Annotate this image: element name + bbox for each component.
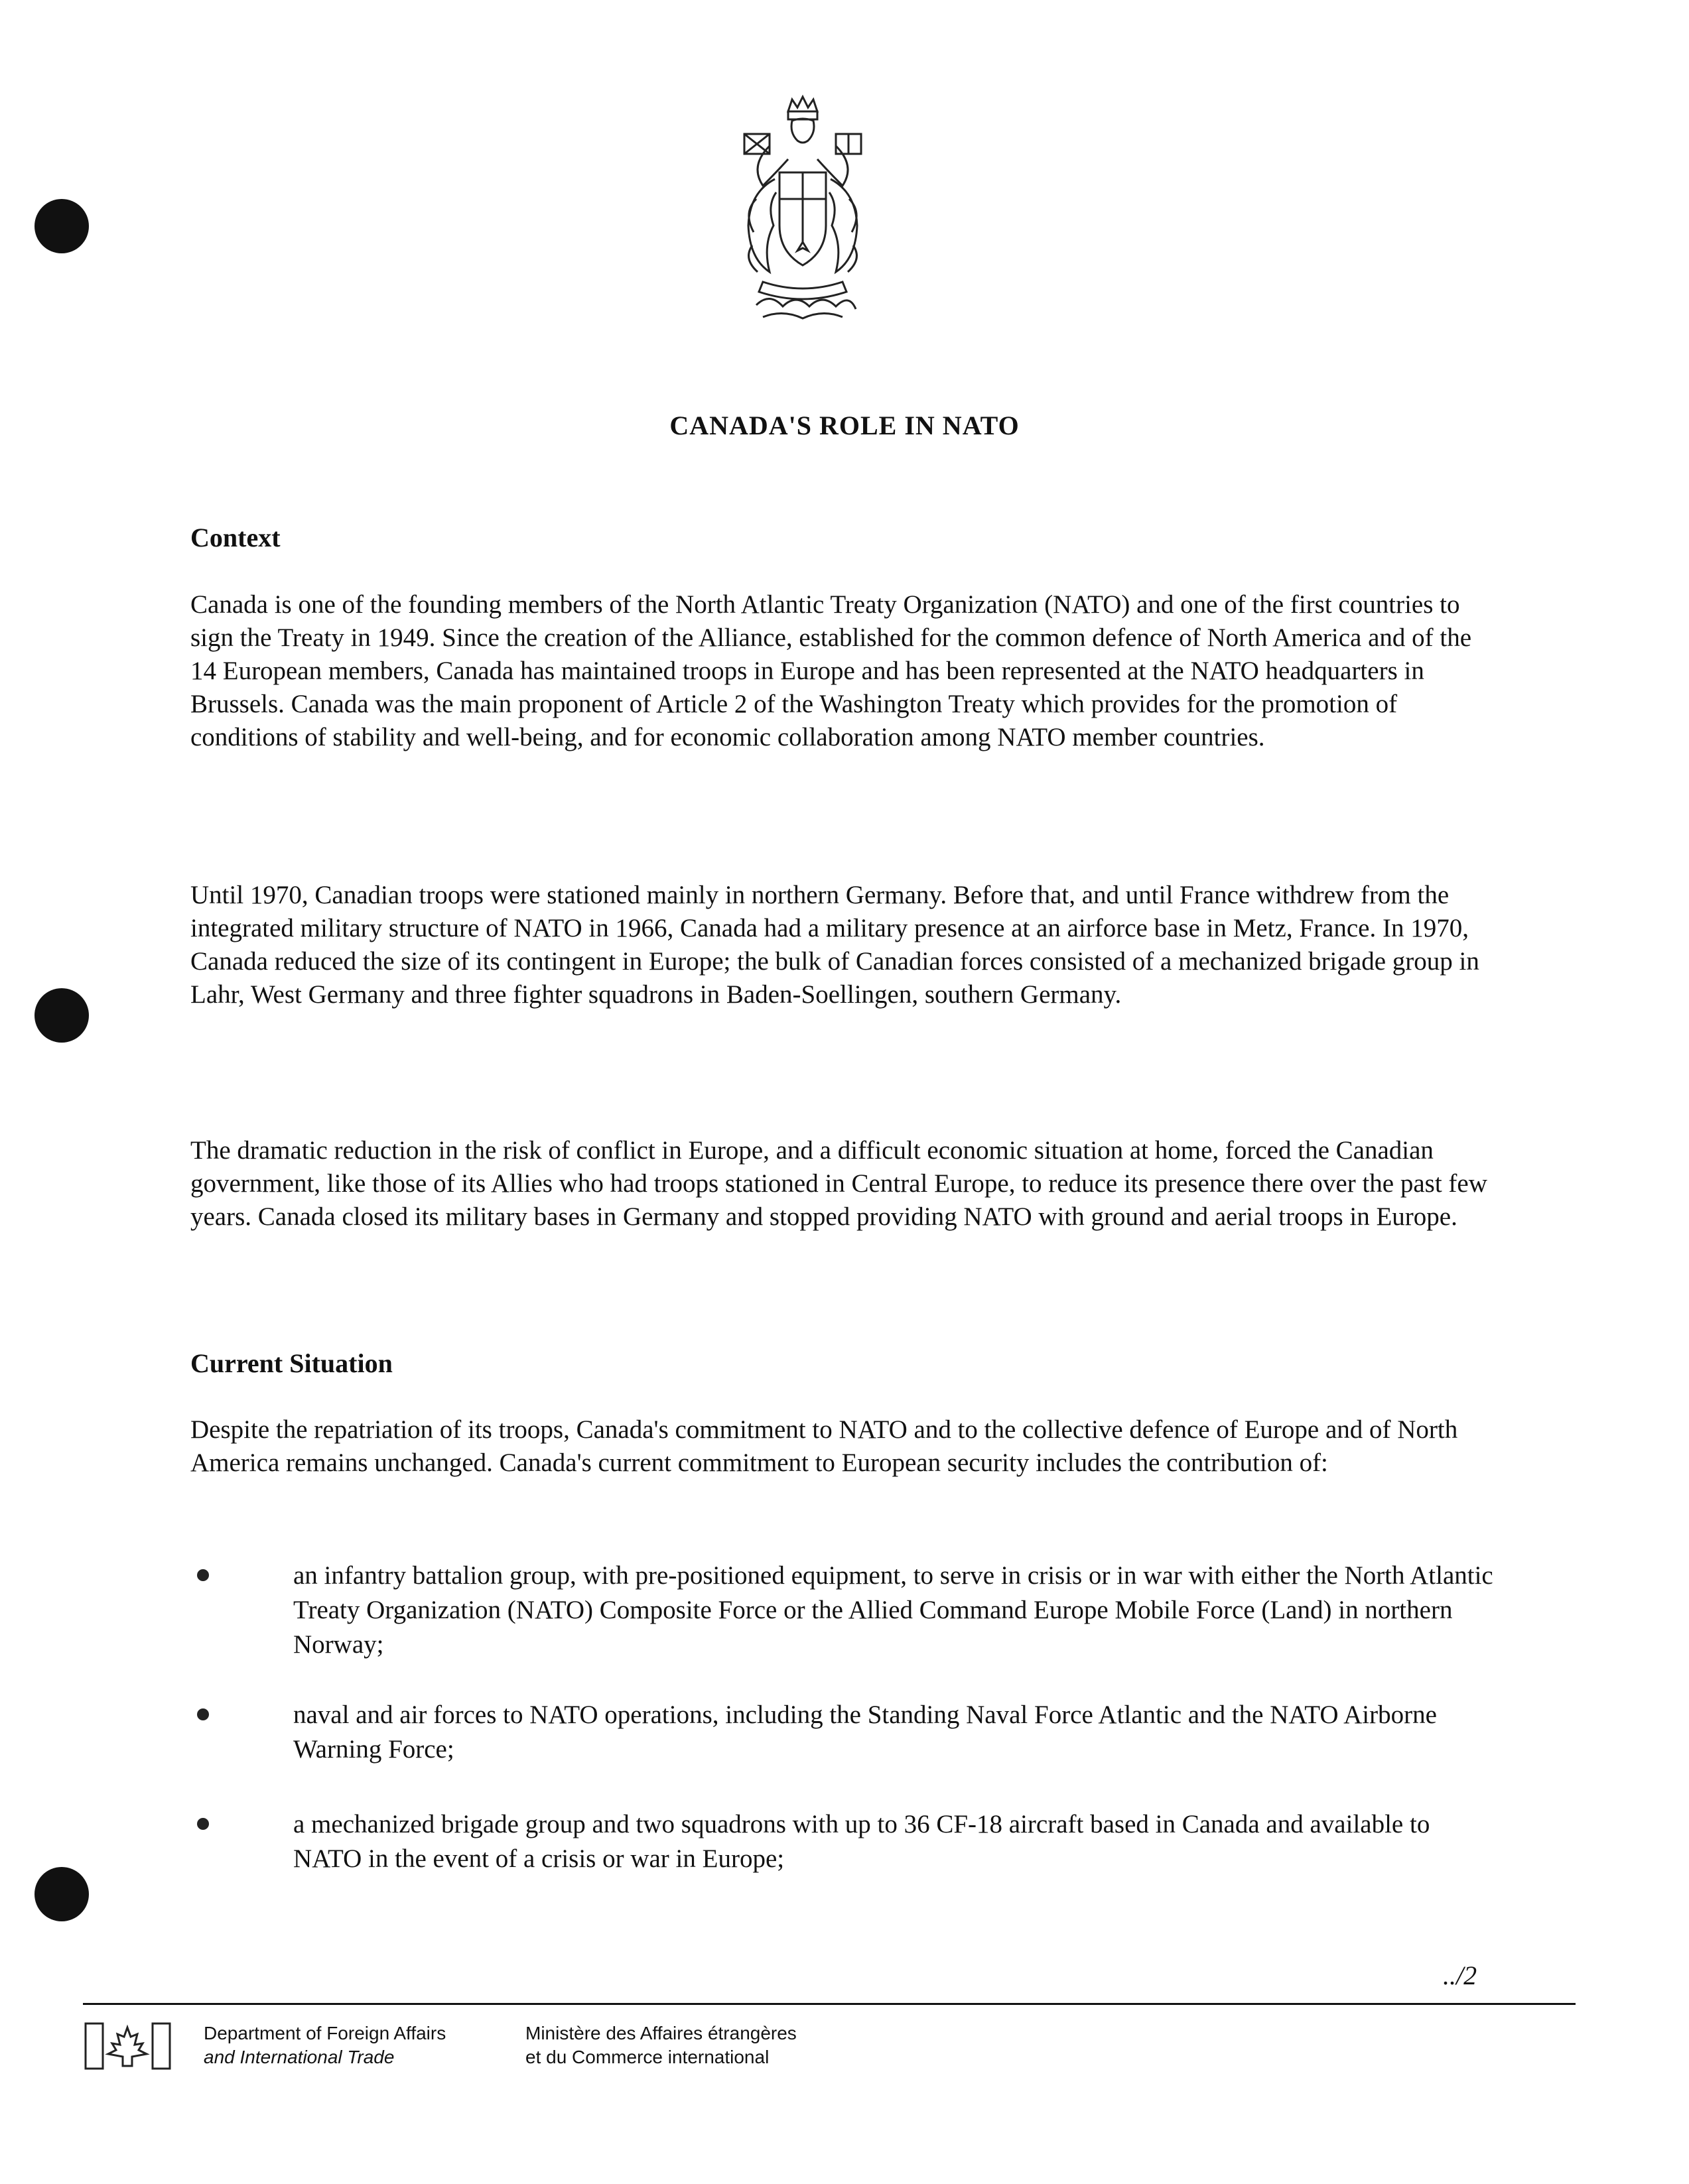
bullet-icon (197, 1569, 209, 1581)
bullet-text: a mechanized brigade group and two squadrons with up to 36 CF-18 aircraft based in Canada and available to NATO in the event of a crisis or war in Europe; (293, 1810, 1430, 1873)
canada-flag-logo-icon (83, 2020, 172, 2073)
hole-punch-middle (34, 988, 89, 1043)
bullet-item-naval-air (190, 1698, 1497, 1767)
bullet-icon (197, 1708, 209, 1720)
bullet-text: naval and air forces to NATO operations, including the Standing Naval Force Atlantic and the NATO Airborne Warning Force; (293, 1701, 1437, 1764)
bullet-item-infantry (190, 1559, 1497, 1662)
footer-en-line-2: and International Trade (204, 2047, 395, 2067)
hole-punch-bottom (34, 1867, 89, 1921)
footer-fr-line-1: Ministère des Affaires étrangères (525, 2023, 797, 2043)
current-situation-paragraph: Despite the repatriation of its troops, Canada's commitment to NATO and to the collective defence of Europe and of North America remains unchanged. Canada's current commitment to European security includes the contribution of: (190, 1415, 1458, 1477)
continued-page-marker: ../2 (1443, 1960, 1477, 1990)
context-paragraph-2: Until 1970, Canadian troops were stationed mainly in northern Germany. Before that, and until France withdrew from the integrated military structure of NATO in 1966, Canada had a military presence at an airforce base in Metz, France. In 1970, Canada reduced the size of its contingent in Europe; the bulk of Canadian forces consisted of a mechanized brigade group in Lahr, West Germany and three fighter squadrons in Baden-Soellingen, southern Germany. (190, 881, 1479, 1009)
coat-of-arms-icon (723, 93, 882, 332)
bullet-text: an infantry battalion group, with pre-positioned equipment, to serve in crisis or in war with either the North Atlantic Treaty Organization (NATO) Composite Force or the Allied Command Europe Mobile Force (Land) in northern Norway; (293, 1561, 1493, 1659)
section-heading-current-situation: Current Situation (190, 1348, 393, 1378)
bullet-item-brigade (190, 1807, 1497, 1876)
hole-punch-top (34, 199, 89, 253)
footer-department-english (204, 2022, 446, 2069)
footer-department-french (525, 2022, 797, 2069)
footer-fr-line-2: et du Commerce international (525, 2047, 770, 2067)
bullet-icon (197, 1818, 209, 1830)
footer-rule (83, 2003, 1576, 2005)
document-title: CANADA'S ROLE IN NATO (669, 411, 1020, 440)
section-heading-context: Context (190, 523, 281, 552)
footer-en-line-1: Department of Foreign Affairs (204, 2023, 446, 2043)
context-paragraph-3: The dramatic reduction in the risk of conflict in Europe, and a difficult economic situation at home, forced the Canadian government, like those of its Allies who had troops stationed in Central Europe, to reduce its presence there over the past few years. Canada closed its military bases in Germany and stopped providing NATO with ground and aerial troops in Europe. (190, 1136, 1487, 1231)
context-paragraph-1: Canada is one of the founding members of the North Atlantic Treaty Organization (NATO) and one of the first countries to sign the Treaty in 1949. Since the creation of the Alliance, established for the common defence of North America and of the 14 European members, Canada has maintained troops in Europe and has been represented at the NATO headquarters in Brussels. Canada was the main proponent of Article 2 of the Washington Treaty which provides for the promotion of conditions of stability and well-being, and for economic collaboration among NATO member countries. (190, 590, 1472, 751)
